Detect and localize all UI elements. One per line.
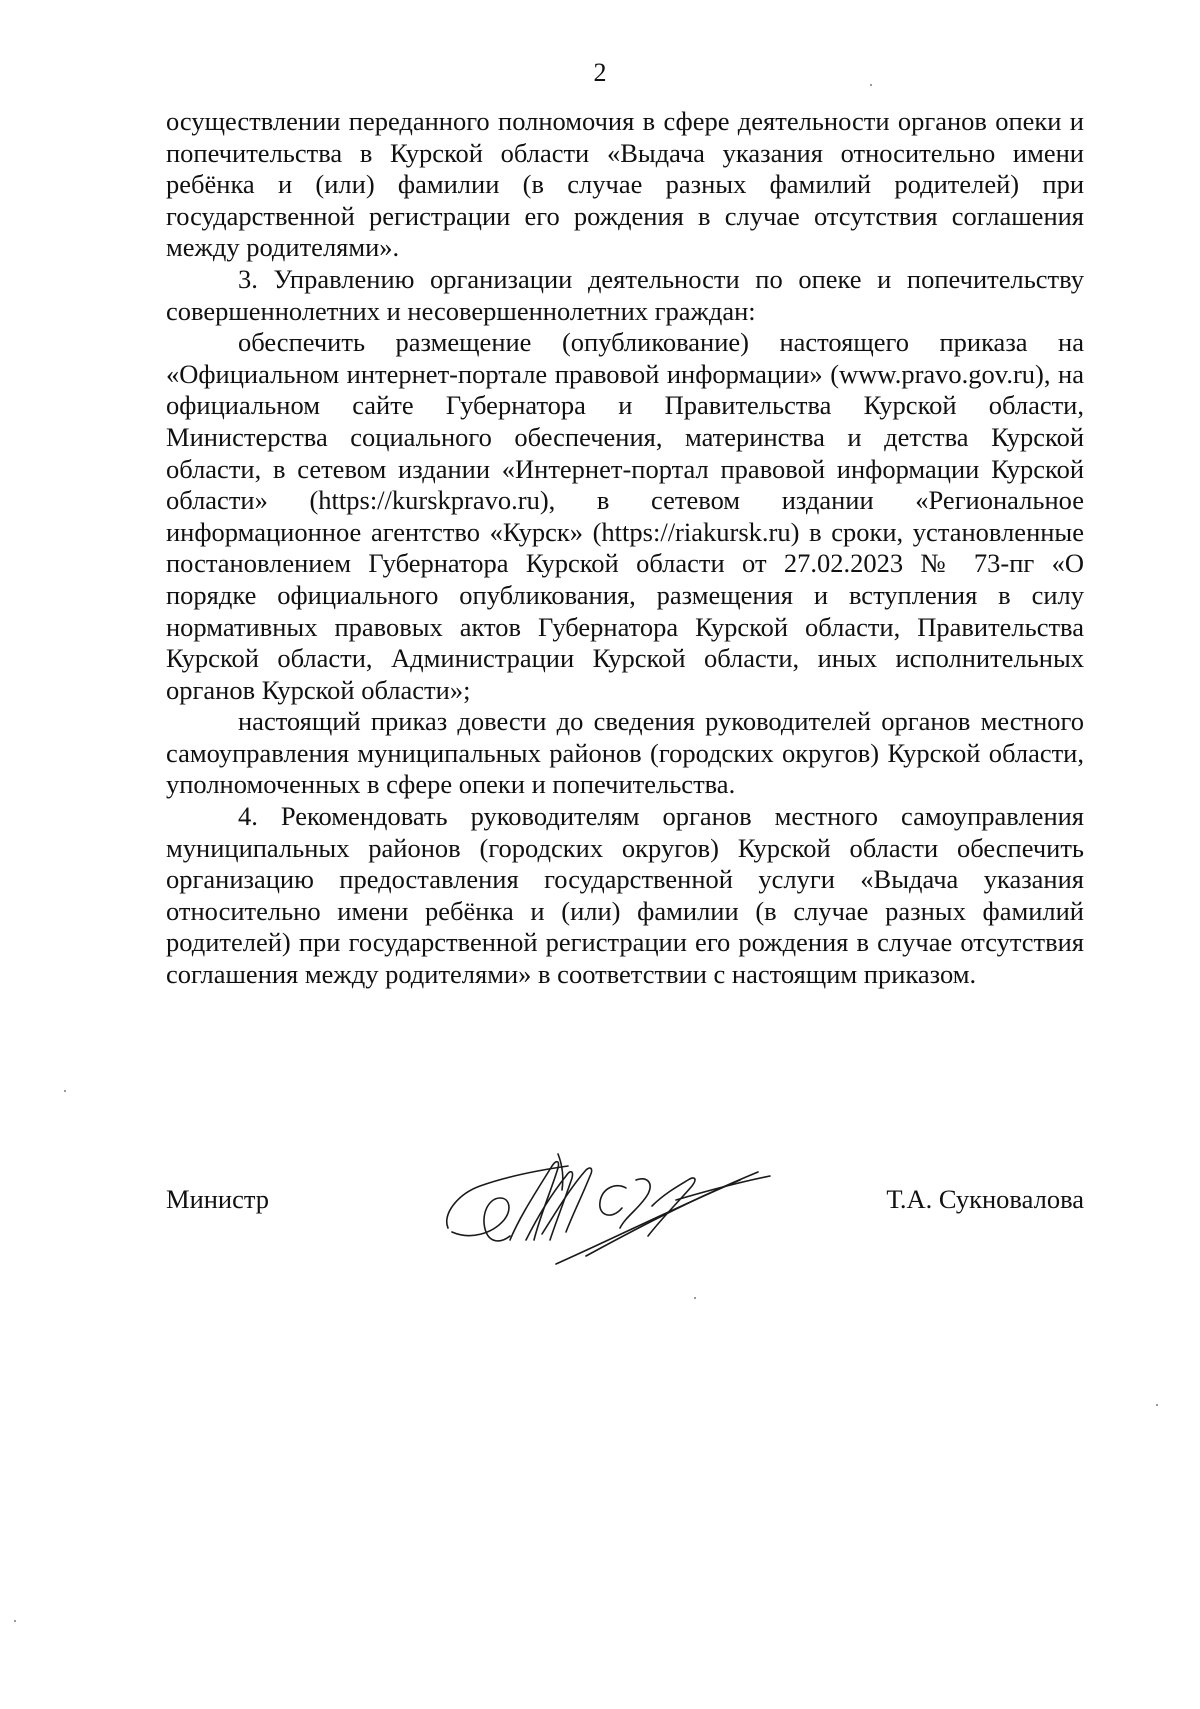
page-number: 2	[593, 58, 607, 87]
scan-speck	[1156, 1404, 1158, 1406]
paragraph-item-4: 4. Рекомендовать руководителям органов местного самоуправления муниципальных районов (городских округов) Курской области обеспечить организацию предоставления государственной услуги «Выдача указания относительно имени ребёнка и (или) фамилии (в случае разных фамилий родителей) при государственной регистрации его рождения в случае отсутствия соглашения между родителями» в соответствии с настоящим приказом.	[166, 801, 1084, 990]
paragraph-publication: обеспечить размещение (опубликование) настоящего приказа на «Официальном интернет-портале правовой информации» (www.pravo.gov.ru), на официальном сайте Губернатора и Правительства Курской области, Министерства социального обеспечения, материнства и детства Курской области, в сетевом издании «Интернет-портал правовой информации Курской области» (https://kurskpravo.ru), в сетевом издании «Региональное информационное агентство «Курск» (https://riakursk.ru) в сроки, установленные постановлением Губернатора Курской области от 27.02.2023 № 73-пг «О порядке официального опубликования, размещения и вступления в силу нормативных правовых актов Губернатора Курской области, Правительства Курской области, Администрации Курской области, иных исполнительных органов Курской области»;	[166, 327, 1084, 705]
document-body	[166, 106, 1084, 991]
paragraph-item-3: 3. Управлению организации деятельности по опеке и попечительству совершеннолетних и несовершеннолетних граждан:	[166, 263, 1084, 326]
scan-speck	[64, 1090, 66, 1092]
scan-speck	[14, 1620, 16, 1622]
scan-speck	[870, 84, 872, 86]
signatory-name: Т.А. Сукновалова	[886, 1184, 1084, 1214]
scan-speck	[694, 1297, 696, 1299]
paragraph-continuation: осуществлении переданного полномочия в сфере деятельности органов опеки и попечительства в Курской области «Выдача указания относительно имени ребёнка и (или) фамилии (в случае разных фамилий родителей) при государственной регистрации его рождения в случае отсутствия соглашения между родителями».	[166, 106, 1084, 263]
signatory-position: Министр	[166, 1184, 270, 1214]
paragraph-notification: настоящий приказ довести до сведения руководителей органов местного самоуправления муниципальных районов (городских округов) Курской области, уполномоченных в сфере опеки и попечительства.	[166, 706, 1084, 800]
handwritten-signature	[440, 1136, 800, 1272]
